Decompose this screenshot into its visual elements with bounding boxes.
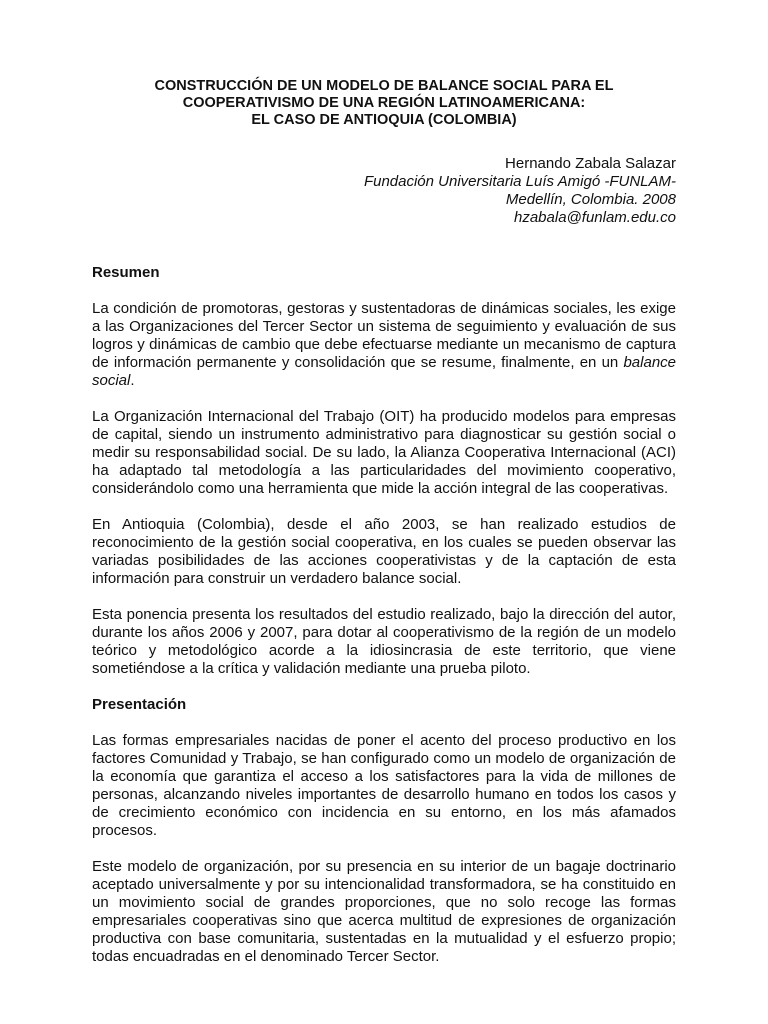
author-block	[92, 155, 676, 227]
resumen-paragraph-4: Esta ponencia presenta los resultados del estudio realizado, bajo la dirección del autor, durante los años 2006 y 2007, para dotar al cooperativismo de la región de un modelo teórico y metodológico acorde a la idiosincrasia de este territorio, que viene sometiéndose a la crítica y validación mediante una prueba piloto.	[92, 606, 676, 677]
resumen-paragraph-2: La Organización Internacional del Trabajo (OIT) ha producido modelos para empresas de capital, siendo un instrumento administrativo para diagnosticar su gestión social o medir su responsabilidad social. De su lado, la Alianza Cooperativa Internacional (ACI) ha adaptado tal metodología a las particularidades del movimiento cooperativo, considerándolo como una herramienta que mide la acción integral de las cooperativas.	[92, 408, 676, 497]
heading-resumen: Resumen	[92, 264, 160, 281]
presentacion-paragraph-2: Este modelo de organización, por su presencia en su interior de un bagaje doctrinario aceptado universalmente y por su intencionalidad transformadora, se ha constituido en un movimiento social de grandes proporciones, que no solo recoge las formas empresariales cooperativas sino que acerca multitud de expresiones de organización productiva con base comunitaria, sustentadas en la mutualidad y el esfuerzo propio; todas encuadradas en el denominado Tercer Sector.	[92, 858, 676, 965]
title-line-2: COOPERATIVISMO DE UNA REGIÓN LATINOAMERICANA:	[182, 95, 586, 111]
resumen-p1-italic: balance social	[92, 354, 676, 389]
document-title	[92, 78, 676, 129]
resumen-paragraph-1	[92, 300, 676, 390]
resumen-paragraph-3: En Antioquia (Colombia), desde el año 2003, se han realizado estudios de reconocimiento de la gestión social cooperativa, en los cuales se pueden observar las variadas posibilidades de las acciones cooperativistas y de la captación de esta información para construir un verdadero balance social.	[92, 516, 676, 587]
author-name: Hernando Zabala Salazar	[505, 155, 676, 172]
title-line-3: EL CASO DE ANTIOQUIA (COLOMBIA)	[251, 112, 517, 128]
title-line-1: CONSTRUCCIÓN DE UN MODELO DE BALANCE SOCIAL PARA EL	[154, 78, 614, 94]
presentacion-paragraph-1: Las formas empresariales nacidas de poner el acento del proceso productivo en los factores Comunidad y Trabajo, se han configurado como un modelo de organización de la economía que garantiza el acceso a los satisfactores para la vida de millones de personas, alcanzando niveles importantes de desarrollo humano en todos los casos y de crecimiento económico con incidencia en su entorno, en los más afamados procesos.	[92, 732, 676, 839]
heading-presentacion: Presentación	[92, 696, 187, 713]
resumen-p1-text: La condición de promotoras, gestoras y sustentadoras de dinámicas sociales, les exige a las Organizaciones del Tercer Sector un sistema de seguimiento y evaluación de sus logros y dinámicas de cambio que debe efectuarse mediante un mecanismo de captura de información permanente y consolidación que se resume, finalmente, en un	[92, 300, 676, 371]
author-institution: Fundación Universitaria Luís Amigó -FUNLAM-	[363, 173, 676, 190]
author-location-date: Medellín, Colombia. 2008	[505, 191, 676, 208]
author-email: hzabala@funlam.edu.co	[514, 209, 676, 226]
document-page	[92, 78, 676, 966]
resumen-p1-end: .	[130, 372, 135, 389]
